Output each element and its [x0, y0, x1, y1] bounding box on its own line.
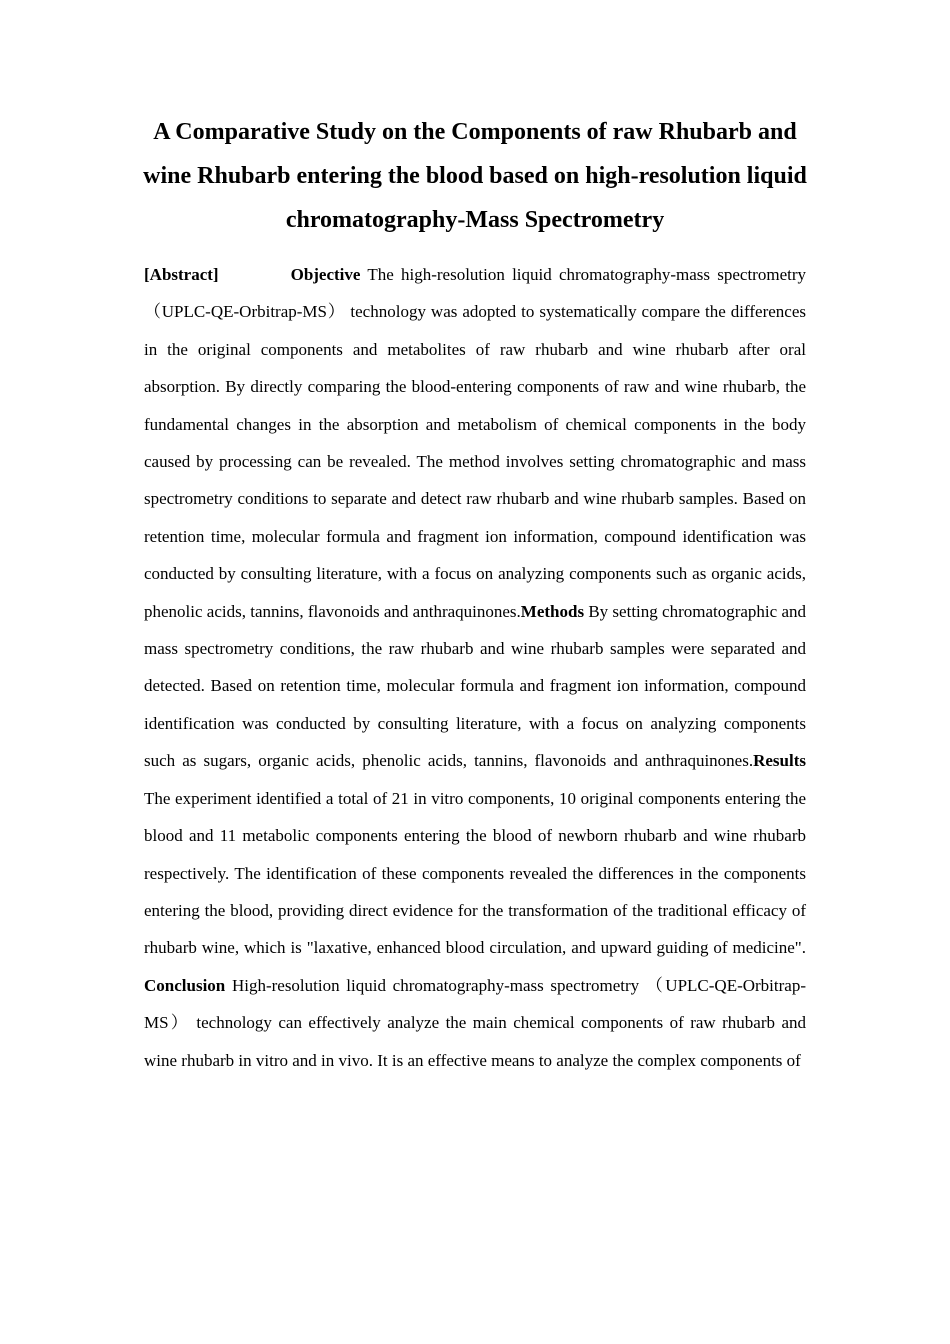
methods-label: Methods [520, 601, 585, 621]
conclusion-text: High-resolution liquid chromatography-mass spectrometry （UPLC-QE-Orbitrap-MS） technology can effectively analyze the main chemical components of raw rhubarb and wine rhubarb in vitro and in vivo. It is an effective means to analyze the complex components of [144, 975, 806, 1070]
objective-text: The high-resolution liquid chromatography-mass spectrometry （UPLC-QE-Orbitrap-MS） technology was adopted to systematically compare the differences in the original components and metabolites of raw rhubarb and wine rhubarb after oral absorption. By directly comparing the blood-entering components of raw and wine rhubarb, the fundamental changes in the absorption and metabolism of chemical components in the body caused by processing can be revealed. The method involves setting chromatographic and mass spectrometry conditions to separate and detect raw rhubarb and wine rhubarb samples. Based on retention time, molecular formula and fragment ion information, compound identification was conducted by consulting literature, with a focus on analyzing components such as organic acids, phenolic acids, tannins, flavonoids and anthraquinones. [144, 265, 806, 621]
results-label: Results [753, 751, 806, 771]
methods-text: By setting chromatographic and mass spectrometry conditions, the raw rhubarb and wine rhubarb samples were separated and detected. Based on retention time, molecular formula and fragment ion information, compound identification was conducted by consulting literature, with a focus on analyzing components such as sugars, organic acids, phenolic acids, tannins, flavonoids and anthraquinones. [144, 601, 807, 771]
document-page [144, 110, 806, 1096]
objective-label: Objective [290, 265, 361, 284]
abstract-paragraph [144, 256, 806, 1079]
conclusion-label: Conclusion [144, 975, 226, 995]
abstract-label: [Abstract] [144, 265, 219, 284]
results-text: The experiment identified a total of 21 in vitro components, 10 original components entering the blood and 11 metabolic components entering the blood of newborn rhubarb and wine rhubarb respectively. The identification of these components revealed the differences in the components entering the blood, providing direct evidence for the transformation of the traditional efficacy of rhubarb wine, which is "laxative, enhanced blood circulation, and upward guiding of medicine". [144, 788, 806, 958]
paper-title: A Comparative Study on the Components of raw Rhubarb and wine Rhubarb entering the blood based on high-resolution liquid chromatography-Mass Spectrometry [143, 119, 807, 233]
